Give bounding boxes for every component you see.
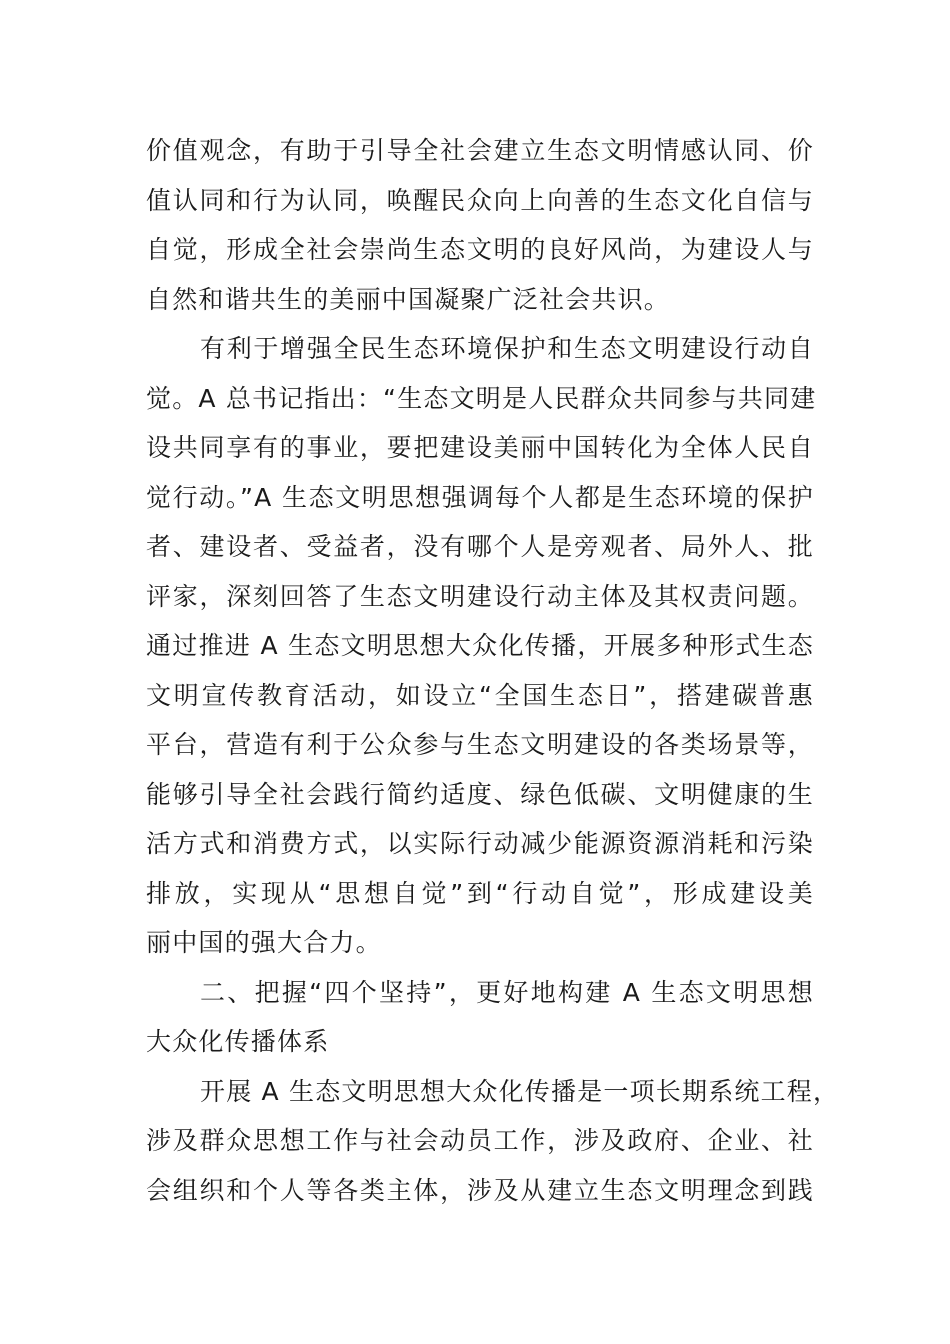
text-line-14: 能够引导全社会践行简约适度、绿色低碳、文明健康的生 [146,779,814,809]
section-heading-line-2: 大众化传播体系 [146,1027,330,1056]
text-line-1: 价值观念，有助于引导全社会建立生态文明情感认同、价 [146,136,814,165]
text-line-17: 丽中国的强大合力。 [146,928,382,957]
text-line-7: 设共同享有的事业，要把建设美丽中国转化为全体人民自 [146,433,814,462]
text-line-8: 觉行动。”A 生态文明思想强调每个人都是生态环境的保护 [146,482,814,512]
text-line-12: 文明宣传教育活动，如设立“全国生态日”，搭建碳普惠 [146,680,814,710]
text-line-4: 自然和谐共生的美丽中国凝聚广泛社会共识。 [146,284,671,314]
text-line-15: 活方式和消费方式，以实际行动减少能源资源消耗和污染 [146,829,814,858]
text-line-10: 评家，深刻回答了生态文明建设行动主体及其权责问题。 [146,581,814,611]
text-line-13: 平台，营造有利于公众参与生态文明建设的各类场景等， [146,730,814,759]
body-text [146,126,840,1215]
section-heading-line-1: 二、把握“四个坚持”，更好地构建 A 生态文明思想 [200,977,814,1007]
text-line-11: 通过推进 A 生态文明思想大众化传播，开展多种形式生态 [146,631,814,660]
text-line-3: 自觉，形成全社会崇尚生态文明的良好风尚，为建设人与 [146,235,814,264]
text-line-2: 值认同和行为认同，唤醒民众向上向善的生态文化自信与 [146,185,814,215]
text-line-16: 排放，实现从“思想自觉”到“行动自觉”，形成建设美 [146,878,814,908]
text-line-6: 觉。A 总书记指出：“生态文明是人民群众共同参与共同建 [146,383,817,413]
paragraph-heading-line: 有利于增强全民生态环境保护和生态文明建设行动自 [200,334,814,363]
text-line-21: 涉及群众思想工作与社会动员工作，涉及政府、企业、社 [146,1126,814,1155]
text-line-9: 者、建设者、受益者，没有哪个人是旁观者、局外人、批 [146,532,814,561]
text-line-22: 会组织和个人等各类主体，涉及从建立生态文明理念到践 [146,1175,814,1205]
text-line-20: 开展 A 生态文明思想大众化传播是一项长期系统工程， [200,1076,840,1106]
